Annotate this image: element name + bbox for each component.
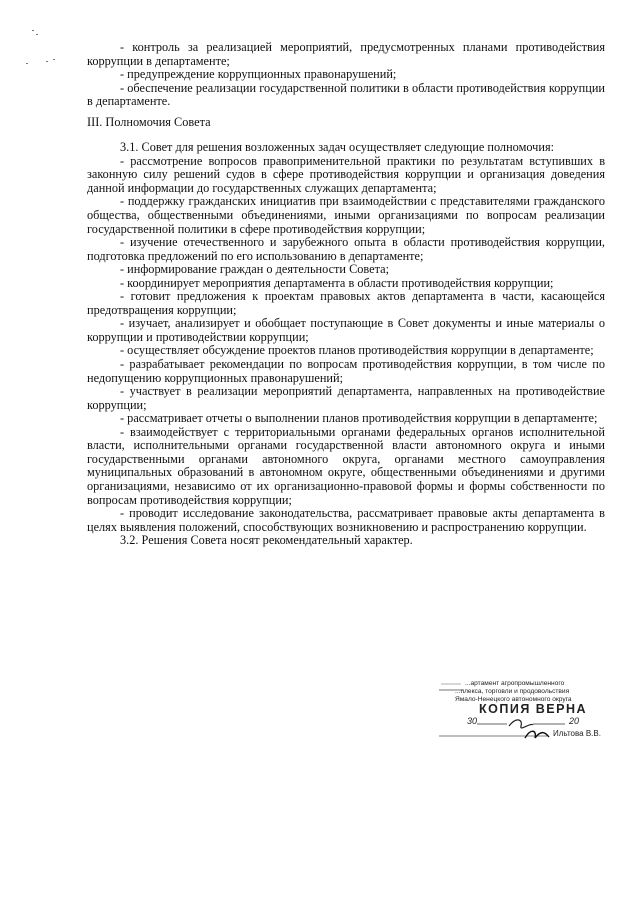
- stamp-day: 30: [467, 716, 478, 726]
- paragraph: - изучение отечественного и зарубежного опыта в области противодействия коррупции, подготовка предложений по его использованию в департаменте;: [87, 235, 605, 263]
- paragraph: - рассматривает отчеты о выполнении планов противодействия коррупции в департаменте;: [120, 411, 598, 426]
- certification-stamp: [437, 680, 607, 744]
- stamp-org-line: ...артамент агропромышленного: [465, 680, 565, 687]
- paragraph: - координирует мероприятия департамента в области противодействия коррупции;: [120, 275, 554, 290]
- paragraph: - разрабатывает рекомендации по вопросам противодействия коррупции, в том числе по недопущению коррупционных правонарушений;: [87, 357, 605, 385]
- paragraph: - осуществляет обсуждение проектов планов противодействия коррупции в департаменте;: [120, 343, 594, 358]
- stamp-org-line: ...плекса, торговли и продовольствия: [455, 688, 570, 695]
- stamp-org-line: Ямало-Ненецкого автономного округа: [455, 696, 572, 703]
- paragraph: - проводит исследование законодательства, рассматривает правовые акты департамента в целях выявления положений, способствующих возникновению и распространению коррупции.: [87, 506, 605, 534]
- stamp-signer: Ильтова В.В.: [553, 729, 601, 738]
- paragraph: 3.2. Решения Совета носят рекомендательный характер.: [120, 533, 413, 548]
- paragraph: - изучает, анализирует и обобщает поступающие в Совет документы и иные материалы о коррупции и противодействии коррупции;: [87, 316, 605, 344]
- paragraph: - контроль за реализацией мероприятий, предусмотренных планами противодействия коррупции в департаменте;: [87, 40, 605, 68]
- scan-specks: [22, 25, 62, 75]
- paragraph: - поддержку гражданских инициатив при взаимодействии с представителями гражданского общества, общественными объединениями, иными организациями по вопросам реализации государственной политики в сфере противодействия коррупции;: [87, 194, 605, 236]
- stamp-title: КОПИЯ ВЕРНА: [479, 702, 588, 716]
- paragraph: - участвует в реализации мероприятий департамента, направленных на противодействие коррупции;: [87, 384, 605, 412]
- section-heading: III. Полномочия Совета: [87, 114, 211, 129]
- paragraph: - обеспечение реализации государственной политики в области противодействия коррупции в департаменте.: [87, 80, 605, 109]
- paragraph: - взаимодействует с территориальными органами федеральных органов исполнительной власти, исполнительными органами государственной власти автономного округа и иными государственными органами автономного округа, органами местного самоуправления муниципальных образований в автономном округе, общественными объединениями и другими организациями, независимо от их организационно-правовой формы и формы собственности по вопросам противодействия коррупции;: [87, 424, 605, 507]
- document-body: [87, 41, 605, 548]
- stamp-year: 20: [569, 716, 580, 726]
- paragraph: - рассмотрение вопросов правоприменительной практики по результатам вступивших в законную силу решений судов в сфере противодействия коррупции и организация доведения данной информации до государственных служащих департамента;: [87, 153, 605, 195]
- paragraph: - информирование граждан о деятельности Совета;: [120, 262, 390, 277]
- paragraph: 3.1. Совет для решения возложенных задач осуществляет следующие полномочия:: [120, 140, 555, 155]
- paragraph: - готовит предложения к проектам правовых актов департамента в части, касающейся предотвращения коррупции;: [87, 289, 605, 317]
- paragraph: - предупреждение коррупционных правонарушений;: [120, 67, 397, 82]
